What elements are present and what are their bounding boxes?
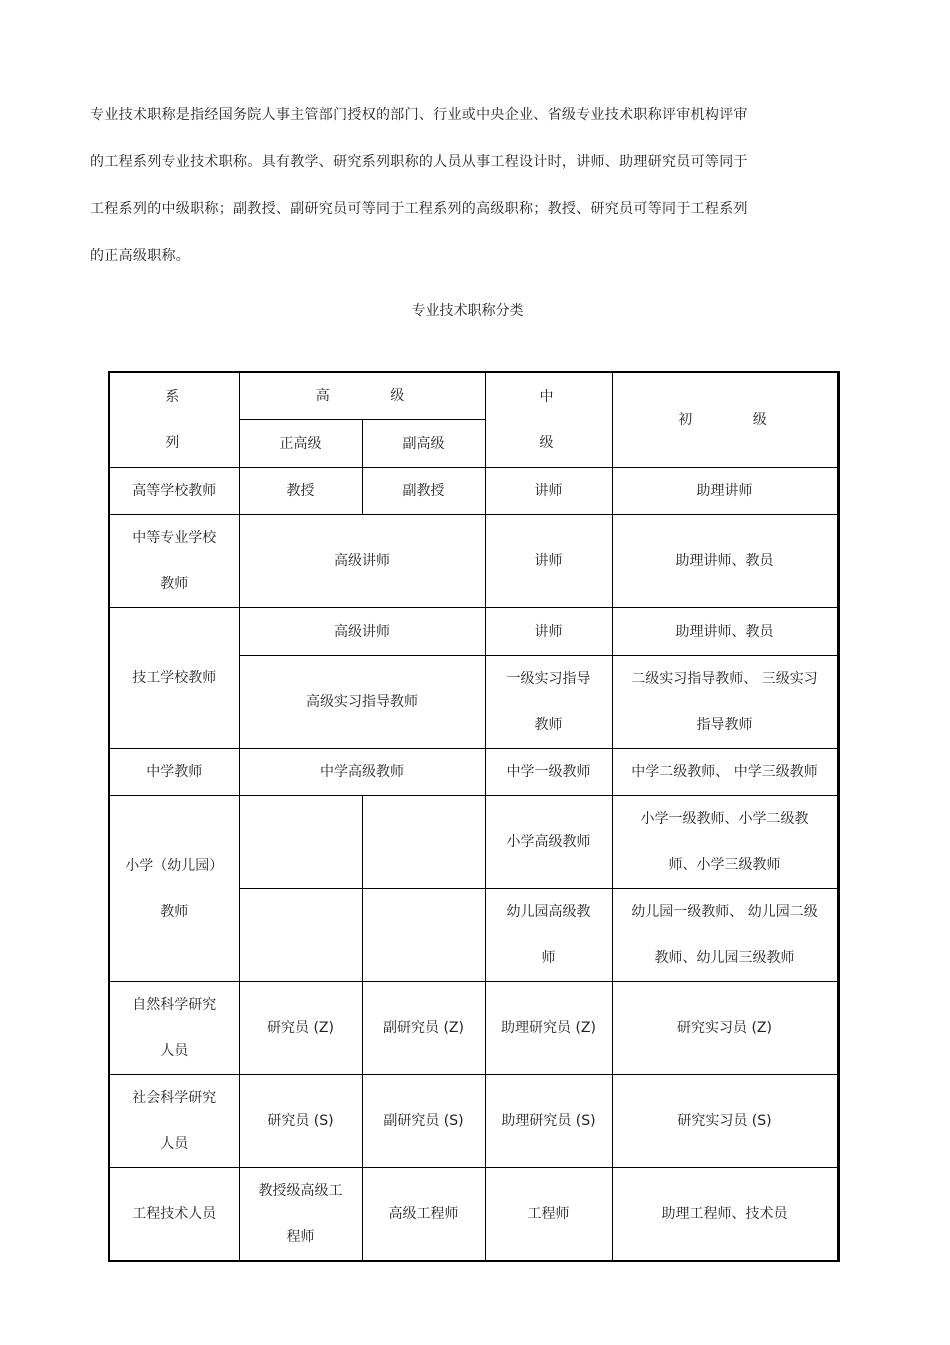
cell-vice-senior: 副研究员 (S) [362,1075,485,1168]
cell-line: 二级实习指导教师、 三级实习 [631,671,818,687]
cell-series [109,1075,239,1168]
cell-middle: 助理研究员 (S) [485,1075,612,1168]
cell-line: 师、小学三级教师 [668,857,781,873]
cell-full-senior [239,1168,362,1262]
cell-full-senior: 研究员 (S) [239,1075,362,1168]
cell-line: 幼儿园一级教师、 幼儿园二级 [631,904,818,920]
header-series: 系 列 [109,372,239,468]
table-row [109,1075,838,1168]
cell-line: 小学一级教师、小学二级教 [640,811,809,827]
paragraph-line: 的工程系列专业技术职称。具有教学、研究系列职称的人员从事工程设计时，讲师、助理研究员可等同于 [90,154,748,170]
cell-senior: 高级实习指导教师 [239,656,485,749]
header-middle: 中 级 [485,372,612,468]
cell-line: 人员 [160,1043,189,1059]
cell-line: 教师 [160,903,189,920]
cell-middle: 讲师 [485,468,612,515]
cell-junior: 助理工程师、技术员 [612,1168,838,1262]
cell-junior [612,656,838,749]
cell-junior [612,889,838,982]
table-row [109,796,838,889]
cell-line: 人员 [160,1136,189,1152]
table-caption: 专业技术职称分类 [411,303,524,319]
cell-senior: 中学高级教师 [239,749,485,796]
cell-senior: 高级讲师 [239,608,485,656]
cell-line: 师 [541,950,556,966]
cell-line: 教授级高级工 [258,1183,343,1199]
cell-middle: 工程师 [485,1168,612,1262]
cell-vice-senior: 副教授 [362,468,485,515]
cell-series: 中学教师 [109,749,239,796]
paragraph-line: 工程系列的中级职称；副教授、副研究员可等同于工程系列的高级职称；教授、研究员可等同于工程系列 [90,201,748,217]
cell-middle: 助理研究员 (Z) [485,982,612,1075]
table-row [109,468,838,515]
cell-line: 指导教师 [696,717,753,733]
cell-junior: 研究实习员 (Z) [612,982,838,1075]
table-row [109,515,838,608]
cell-line: 中等专业学校 [132,530,217,546]
cell-series: 高等学校教师 [109,468,239,515]
cell-middle [485,656,612,749]
paragraph-line: 专业技术职称是指经国务院人事主管部门授权的部门、行业或中央企业、省级专业技术职称评审机构评审 [90,107,748,123]
cell-middle: 讲师 [485,608,612,656]
cell-line: 教师、幼儿园三级教师 [654,950,795,966]
header-senior: 高 级 [239,372,485,420]
cell-junior: 助理讲师 [612,468,838,515]
cell-junior: 中学二级教师、 中学三级教师 [612,749,838,796]
cell-junior: 助理讲师、教员 [612,515,838,608]
table-row [109,749,838,796]
cell-series: 技工学校教师 [109,608,239,749]
table-row [109,608,838,656]
cell-vice-senior: 高级工程师 [362,1168,485,1262]
cell-vice-senior: 副研究员 (Z) [362,982,485,1075]
cell-series [109,515,239,608]
cell-line: 幼儿园高级教 [506,904,591,920]
cell-full-senior: 教授 [239,468,362,515]
cell-full-senior: 研究员 (Z) [239,982,362,1075]
cell-line: 社会科学研究 [132,1090,217,1106]
intro-paragraph [90,92,790,280]
cell-line: 教师 [160,576,189,592]
cell-middle [485,889,612,982]
cell-line: 程师 [286,1229,315,1245]
paragraph-line: 的正高级职称。 [90,248,191,264]
cell-series [109,796,239,982]
cell-vice-senior-empty [362,796,485,889]
cell-junior [612,796,838,889]
cell-senior: 高级讲师 [239,515,485,608]
cell-middle: 小学高级教师 [485,796,612,889]
cell-line: 自然科学研究 [132,997,217,1013]
table-row [109,1168,838,1262]
cell-junior: 助理讲师、教员 [612,608,838,656]
header-vice-senior: 副高级 [362,420,485,468]
cell-line: 一级实习指导 [506,671,591,687]
header-full-senior: 正高级 [239,420,362,468]
cell-line: 教师 [534,717,563,733]
cell-series [109,982,239,1075]
cell-middle: 讲师 [485,515,612,608]
cell-junior: 研究实习员 (S) [612,1075,838,1168]
cell-middle: 中学一级教师 [485,749,612,796]
cell-full-senior-empty [239,796,362,889]
header-junior: 初 级 [612,372,838,468]
cell-line: 小学（幼儿园） [125,857,224,874]
cell-series: 工程技术人员 [109,1168,239,1262]
cell-full-senior-empty [239,889,362,982]
cell-vice-senior-empty [362,889,485,982]
table-header-row [109,372,838,420]
title-classification-table [108,371,840,1262]
table-row [109,982,838,1075]
